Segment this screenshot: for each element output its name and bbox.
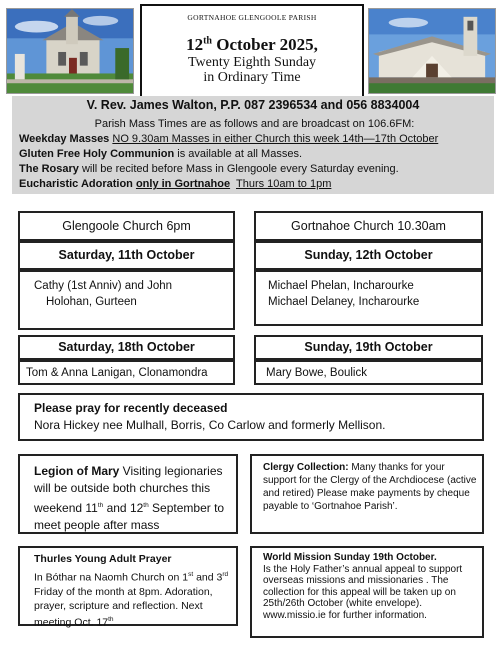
- liturgical-sunday-line1: Twenty Eighth Sunday: [187, 55, 317, 70]
- gortnahoe-intentions-2: Mary Bowe, Boulick: [254, 360, 483, 385]
- parish-name: GORTNAHOE GLENGOOLE PARISH: [187, 13, 317, 22]
- gortnahoe-church-header: Gortnahoe Church 10.30am: [254, 211, 483, 241]
- glengoole-church-header: Glengoole Church 6pm: [18, 211, 235, 241]
- priest-contact: V. Rev. James Walton, P.P. 087 2396534 and 056 8834004: [86, 98, 420, 112]
- gortnahoe-date-2: Sunday, 19th October: [254, 335, 483, 360]
- weekday-masses-notice: Weekday Masses NO 9.30am Masses in either Church this week 14th—17th October: [19, 133, 439, 145]
- gluten-free-notice: Gluten Free Holy Communion is available at all Masses.: [19, 148, 303, 160]
- missio-website: www.missio.ie for further information.: [263, 609, 427, 621]
- deceased-title: Please pray for recently deceased: [34, 401, 228, 415]
- glengoole-intentions-2: Tom & Anna Lanigan, Clonamondra: [18, 360, 235, 385]
- world-mission-notice: World Mission Sunday 19th October. Is the Holy Father’s annual appeal to support overseas missions and missionaries . The collection for this appeal will be taken up on 25th/26th October (white envelope). www.missio.ie for further information.: [250, 546, 484, 638]
- parish-info-panel: [12, 96, 494, 194]
- rosary-notice: The Rosary will be recited before Mass in Glengoole every Saturday evening.: [19, 163, 399, 175]
- gortnahoe-intentions-1: Michael Phelan, Incharourke Michael Delaney, Incharourke: [254, 270, 483, 326]
- clergy-collection-notice: Clergy Collection: Many thanks for your support for the Clergy of the Archdiocese (active and retired) Please make payments by cheque payable to ‘Gortnahoe Parish’.: [250, 454, 484, 534]
- glengoole-date-2: Saturday, 18th October: [18, 335, 235, 360]
- deceased-names: Nora Hickey nee Mulhall, Borris, Co Carlow and formerly Mellison.: [34, 418, 386, 432]
- bulletin-date: 12th October 2025,: [186, 35, 318, 54]
- church-photo-glengoole: [6, 8, 134, 94]
- glengoole-date-1: Saturday, 11th October: [18, 241, 235, 270]
- church-photo-gortnahoe: [368, 8, 496, 94]
- bulletin-title-box: [140, 4, 364, 99]
- legion-of-mary-notice: Legion of Mary Visiting legionaries will be outside both churches this weekend 11th and 12th September to meet people after mass: [18, 454, 238, 534]
- glengoole-intentions-1: Cathy (1st Anniv) and John Holohan, Gurteen: [18, 270, 235, 330]
- young-adult-prayer-notice: Thurles Young Adult Prayer In Bóthar na Naomh Church on 1st and 3rd Friday of the month at 8pm. Adoration, prayer, scripture and reflection. Next meeting Oct. 17th: [18, 546, 238, 626]
- mass-times-notice: Parish Mass Times are as follows and are broadcast on 106.6FM:: [94, 118, 415, 130]
- recently-deceased-box: [18, 393, 484, 441]
- liturgical-sunday-line2: in Ordinary Time: [203, 70, 301, 85]
- adoration-notice: Eucharistic Adoration only in Gortnahoe Thurs 10am to 1pm: [19, 178, 332, 190]
- gortnahoe-date-1: Sunday, 12th October: [254, 241, 483, 270]
